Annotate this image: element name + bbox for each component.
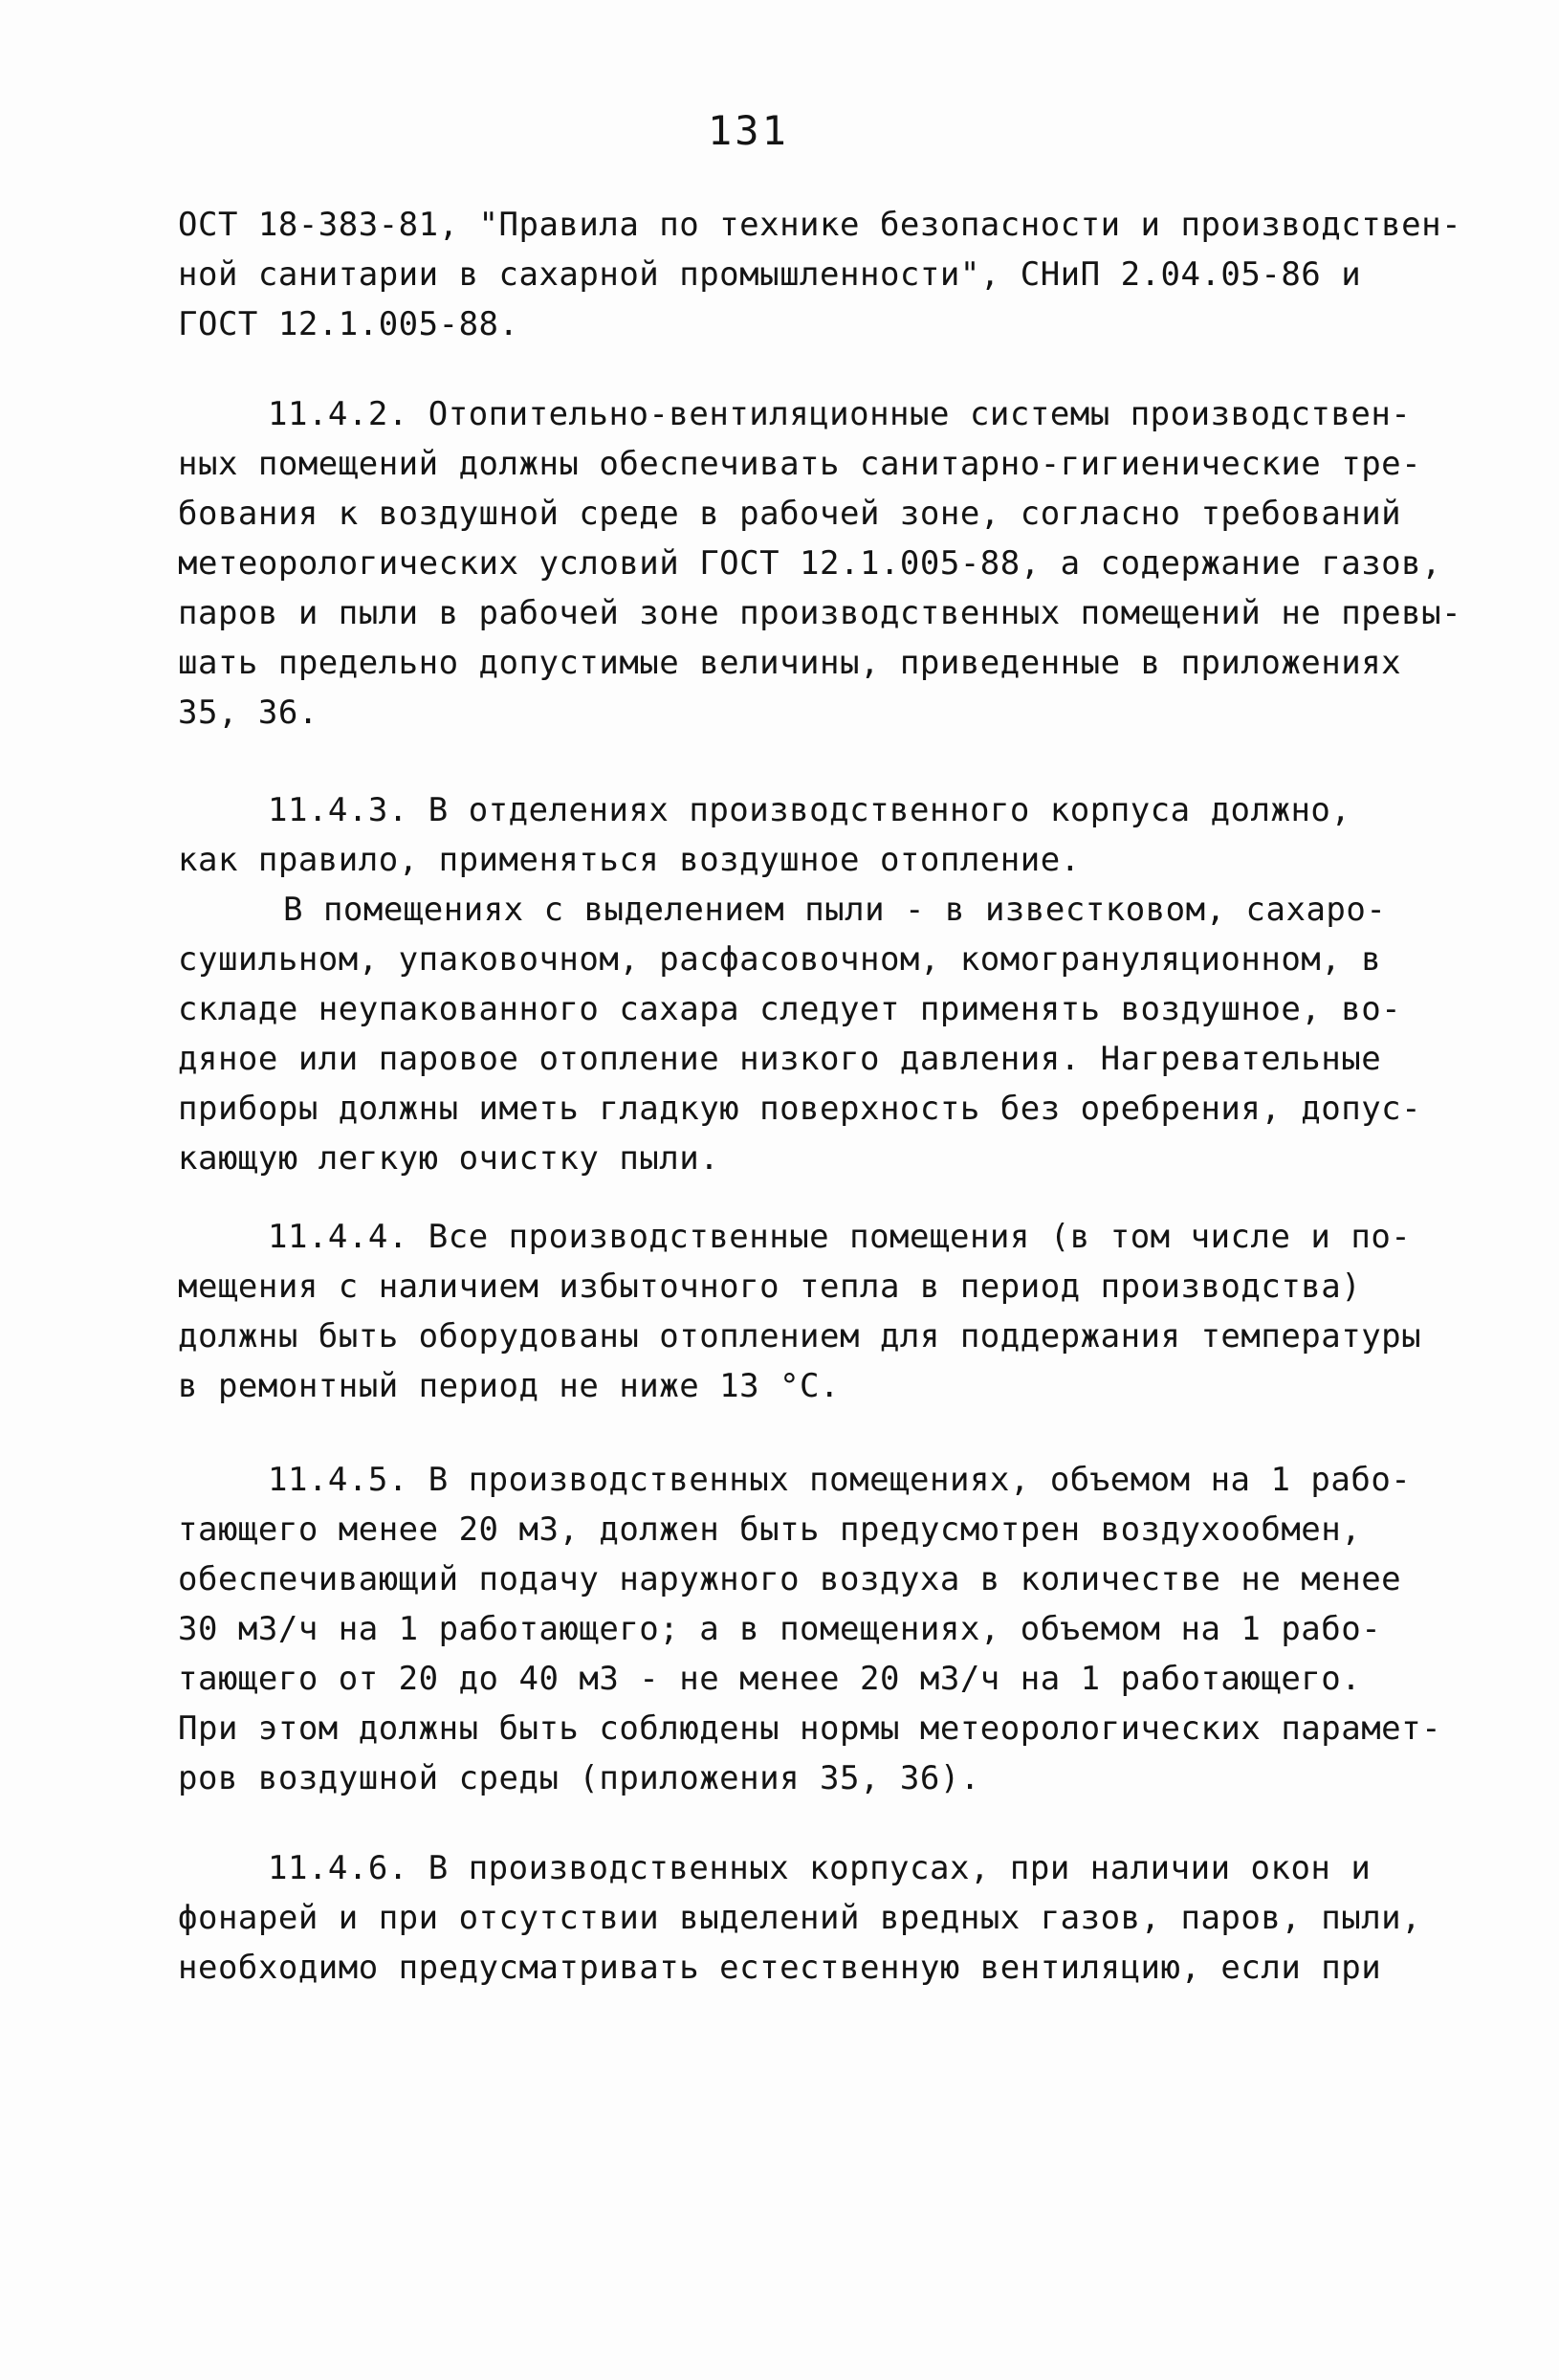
text-line: должны быть оборудованы отоплением для поддержания температуры [178,1317,1422,1355]
text-line: 35, 36. [178,694,318,732]
text-line: 11.4.5. В производственных помещениях, объемом на 1 рабо- [268,1461,1412,1499]
text-line: обеспечивающий подачу наружного воздуха в количестве не менее [178,1560,1402,1598]
text-line: В помещениях с выделением пыли - в известковом, сахаро- [283,891,1387,929]
text-line: 11.4.2. Отопительно-вентиляционные системы производствен- [268,395,1412,433]
text-line: ров воздушной среды (приложения 35, 36). [178,1759,980,1797]
text-line: складе неупакованного сахара следует применять воздушное, во- [178,990,1402,1028]
text-line: паров и пыли в рабочей зоне производственных помещений не превы- [178,594,1462,632]
text-line: При этом должны быть соблюдены нормы метеорологических парамет- [178,1709,1442,1748]
text-line: тающего от 20 до 40 м3 - не менее 20 м3/ч на 1 работающего. [178,1660,1362,1698]
text-line: ных помещений должны обеспечивать санитарно-гигиенические тре- [178,445,1422,483]
text-line: ной санитарии в сахарной промышленности", СНиП 2.04.05-86 и [178,255,1362,294]
text-line: 11.4.6. В производственных корпусах, при наличии окон и [268,1849,1372,1887]
text-line: ГОСТ 12.1.005-88. [178,305,519,343]
text-line: приборы должны иметь гладкую поверхность без оребрения, допус- [178,1090,1422,1128]
text-line: 11.4.4. Все производственные помещения (в том числе и по- [268,1218,1412,1256]
text-line: сушильном, упаковочном, расфасовочном, комогрануляционном, в [178,940,1382,979]
text-line: необходимо предусматривать естественную вентиляцию, если при [178,1949,1382,1987]
text-line: 11.4.3. В отделениях производственного корпуса должно, [268,791,1351,829]
text-line: как правило, применяться воздушное отопление. [178,841,1081,879]
text-line: 30 м3/ч на 1 работающего; а в помещениях, объемом на 1 рабо- [178,1610,1382,1648]
text-line: дяное или паровое отопление низкого давления. Нагревательные [178,1040,1382,1078]
text-line: мещения с наличием избыточного тепла в период производства) [178,1267,1362,1306]
text-line: тающего менее 20 м3, должен быть предусмотрен воздухообмен, [178,1510,1362,1549]
page-number: 131 [708,107,789,154]
text-line: метеорологических условий ГОСТ 12.1.005-88, а содержание газов, [178,544,1442,583]
text-line: фонарей и при отсутствии выделений вредных газов, паров, пыли, [178,1899,1422,1937]
text-line: в ремонтный период не ниже 13 °С. [178,1367,841,1405]
text-line: шать предельно допустимые величины, приведенные в приложениях [178,644,1402,682]
text-line: ОСТ 18-383-81, "Правила по технике безопасности и производствен- [178,206,1462,244]
text-line: бования к воздушной среде в рабочей зоне, согласно требований [178,495,1402,533]
text-line: кающую легкую очистку пыли. [178,1139,720,1178]
